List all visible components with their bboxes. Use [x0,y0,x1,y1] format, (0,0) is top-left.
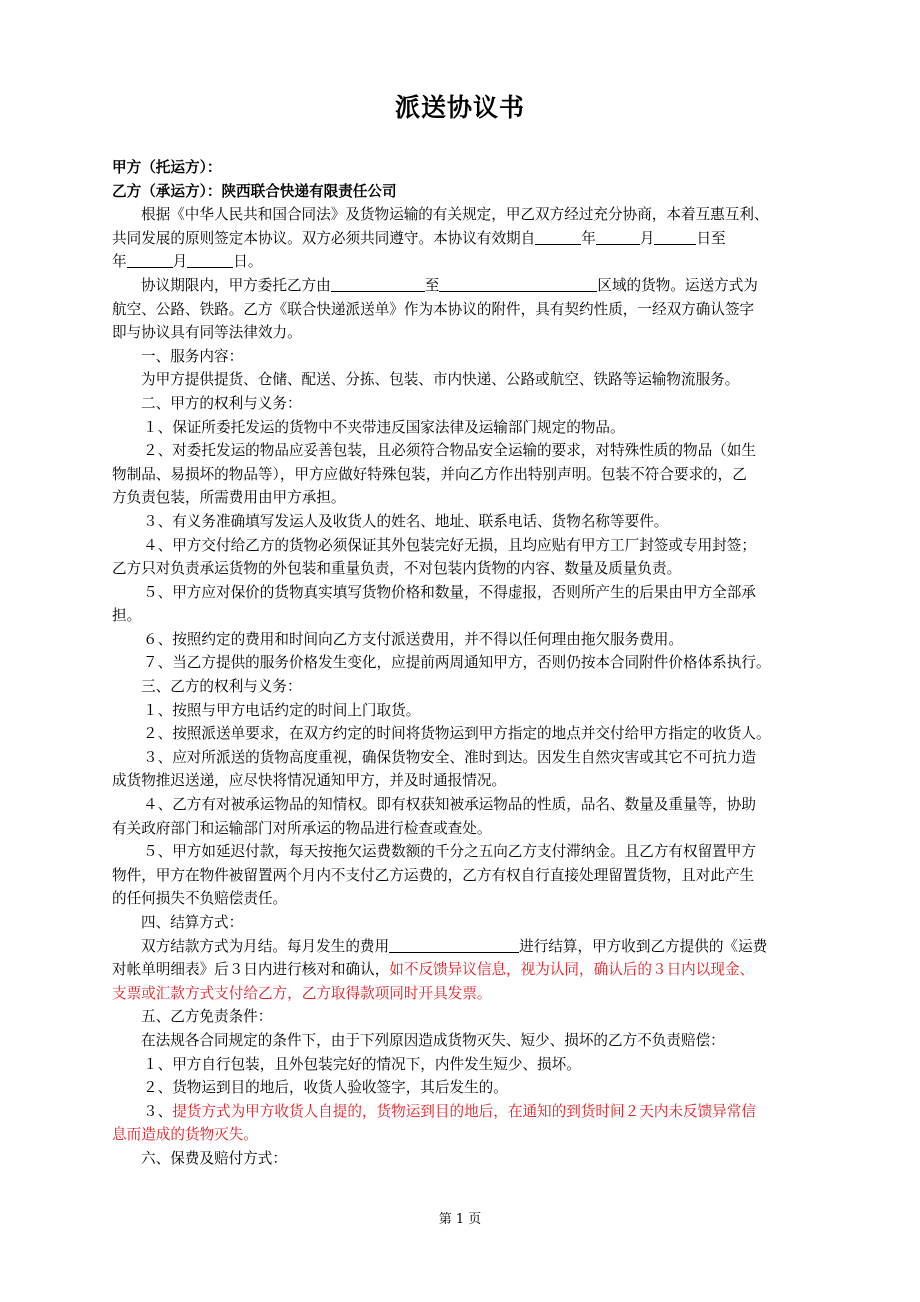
intro-line-3: 年 月 日。 [112,253,263,271]
party-a-line: 甲方（托运方）： [112,159,222,176]
section-5-item-3a: ３、提货方式为甲方收货人自提的，货物运到目的地后，在通知的到货时间２天内未反馈异常信 [143,1102,756,1120]
section-1-text: 为甲方提供提货、仓储、配送、分拣、包装、市内快递、公路或航空、铁路等运输物流服务。 [141,371,740,389]
scope-line-3: 即与协议具有同等法律效力。 [112,324,302,342]
section-2-item-1: １、保证所委托发运的货物中不夹带违反国家法律及运输部门规定的物品。 [143,418,625,436]
section-3-item-4a: ４、乙方有对被承运物品的知情权。即有权获知被承运物品的性质，品名、数量及重量等，协助 [143,796,756,814]
document-body [112,156,824,1171]
section-2-item-5a: ５、甲方应对保价的货物真实填写货物价格和数量，不得虚报，否则所产生的后果由甲方全部承 [143,583,756,601]
fee-blank [389,937,519,953]
section-2-item-4a: ４、甲方交付给乙方的货物必须保证其外包装完好无损，且均应贴有甲方工厂封签或专用封签； [143,536,756,554]
section-2-item-5b: 担。 [112,607,142,625]
section-4-line-3: 支票或汇款方式支付给乙方，乙方取得款项同时开具发票。 [112,984,492,1002]
intro-line-1: 根据《中华人民共和国合同法》及货物运输的有关规定，甲乙双方经过充分协商，本着互惠互利、 [141,206,769,224]
start-month-blank [596,229,640,245]
section-2-item-2b: 物制品、易损坏的物品等），甲方应做好特殊包装，并向乙方作出特别声明。包装不符合要求的，乙 [112,465,747,483]
document-title: 派送协议书 [394,93,525,122]
section-6-heading: 六、保费及赔付方式： [141,1149,287,1167]
section-4-line-1: 双方结款方式为月结。每月发生的费用 进行结算，甲方收到乙方提供的《运费 [141,937,768,955]
destination-blank [439,276,597,292]
end-month-blank [187,252,233,268]
section-4-heading: 四、结算方式： [141,914,244,931]
section-5-heading: 五、乙方免责条件： [141,1008,273,1026]
section-3-item-5a: ５、甲方如延迟付款，每天按拖欠运费数额的千分之五向乙方支付滞纳金。且乙方有权留置甲方 [143,843,756,861]
section-3-item-3a: ３、应对所派送的货物高度重视，确保货物安全、准时到达。因发生自然灾害或其它不可抗力造 [143,748,756,766]
start-day-blank [654,229,696,245]
end-year-blank [127,252,173,268]
section-2-item-2c: 方负责包装，所需费用由甲方承担。 [112,489,346,507]
section-3-item-5c: 的任何损失不负赔偿责任。 [112,890,288,908]
section-5-item-1: １、甲方自行包装，且外包装完好的情况下，内件发生短少、损坏。 [143,1055,581,1073]
section-2-item-3: ３、有义务准确填写发运人及收货人的姓名、地址、联系电话、货物名称等要件。 [143,512,669,530]
section-2-item-2a: ２、对委托发运的物品应妥善包装，且必须符合物品安全运输的要求，对特殊性质的物品（如生 [143,442,756,460]
start-year-blank [535,229,581,245]
party-b-line: 乙方（承运方）：陕西联合快递有限责任公司 [112,182,397,200]
section-3-item-3b: 成货物推迟送递，应尽快将情况通知甲方，并及时通报情况。 [112,772,507,790]
section-5-item-2: ２、货物运到目的地后，收货人验收签字，其后发生的。 [143,1079,508,1097]
section-2-item-7: ７、当乙方提供的服务价格发生变化，应提前两周通知甲方，否则仍按本合同附件价格体系执行。 [143,654,771,672]
section-2-heading: 二、甲方的权利与义务： [141,394,302,412]
intro-line-2: 共同发展的原则签定本协议。双方必须共同遵守。本协议有效期自 年 月 日至 [112,229,726,247]
section-3-heading: 三、乙方的权利与义务： [141,678,302,696]
page-number: 第 1 页 [438,1212,482,1227]
scope-line-2: 航空、公路、铁路。乙方《联合快递派送单》作为本协议的附件，具有契约性质，一经双方确认签字 [112,300,755,318]
section-3-item-2: ２、按照派送单要求，在双方约定的时间将货物运到甲方指定的地点并交付给甲方指定的收货人。 [143,725,771,743]
section-2-item-4b: 乙方只对负责承运货物的外包装和重量负责，不对包装内货物的内容、数量及质量负责。 [112,560,682,578]
red-clause-text: 提货方式为甲方收货人自提的，货物运到目的地后，在通知的到货时间２天内未反馈异常信 [172,1102,756,1120]
scope-line-1: 协议期限内，甲方委托乙方由 至 区域的货物。运送方式为 [141,276,758,294]
section-5-intro: 在法规各合同规定的条件下，由于下列原因造成货物灭失、短少、损坏的乙方不负责赔偿： [141,1031,725,1049]
red-clause-text: 如不反馈异议信息，视为认同，确认后的３日内以现金、 [389,961,755,979]
section-2-item-6: ６、按照约定的费用和时间向乙方支付派送费用，并不得以任何理由拖欠服务费用。 [143,630,683,648]
origin-blank [331,276,425,292]
section-3-item-5b: 物件，甲方在物件被留置两个月内不支付乙方运费的，乙方有权自行直接处理留置货物，且对此产生 [112,866,755,884]
section-1-heading: 一、服务内容： [141,347,244,365]
section-3-item-4b: 有关政府部门和运输部门对所承运的物品进行检查或查处。 [112,819,492,837]
section-5-item-3b: 息而造成的货物灭失。 [112,1126,258,1144]
section-3-item-1: １、按照与甲方电话约定的时间上门取货。 [143,701,421,719]
section-4-line-2: 对帐单明细表》后３日内进行核对和确认，如不反馈异议信息，视为认同，确认后的３日内以现金、 [112,961,755,979]
